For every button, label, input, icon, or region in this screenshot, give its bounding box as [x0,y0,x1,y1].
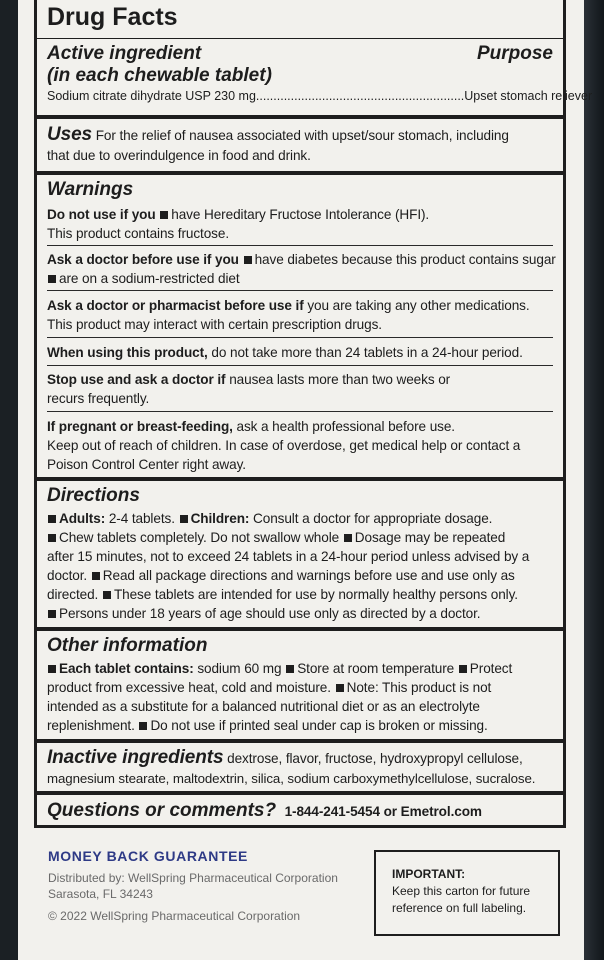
warning-ask-pharmacist [47,296,553,315]
warning-ask-doctor [47,250,556,269]
bullet-square-icon [48,610,56,618]
other-line-4 [47,716,553,735]
directions-line-5 [47,585,553,604]
other-line-3: intended as a substitute for a balanced nutritional diet or as an electrolyte [47,699,480,714]
bullet-square-icon [180,515,188,523]
bullet-square-icon [92,572,100,580]
chew-text: Chew tablets completely. Do not swallow whole [59,530,340,545]
warning-stop-use [47,370,553,389]
directed-text: directed. [47,587,99,602]
ingredient-purpose: Upset stomach reliever [464,89,593,103]
bullet-square-icon [48,275,56,283]
uses-line-1: For the relief of nausea associated with upset/sour stomach, including [95,128,509,143]
important-box [374,850,560,936]
seal-text: Do not use if printed seal under cap is broken or missing. [150,718,488,733]
bullet-square-icon [48,515,56,523]
ask-doctor-text: have diabetes because this product contains sugar [254,252,556,267]
children-text: Consult a doctor for appropriate dosage. [253,511,493,526]
ingredient-dots: ............................................................ [255,89,465,103]
adults-label: Adults: [59,511,106,526]
questions-header: Questions or comments? [47,800,277,821]
distributed-by: Distributed by: WellSpring Pharmaceutical Corporation [48,871,338,885]
questions-contact: 1-844-241-5454 or Emetrol.com [284,804,482,819]
important-title: IMPORTANT: [392,867,466,881]
active-ingredient-header: Active ingredient [47,43,202,64]
each-tablet-label: Each tablet contains: [59,661,194,676]
pregnant-label: If pregnant or breast-feeding, [47,419,233,434]
bullet-square-icon [48,665,56,673]
money-back-guarantee: MONEY BACK GUARANTEE [48,848,248,864]
bullet-square-icon [336,684,344,692]
drug-facts-panel [34,0,593,828]
bullet-square-icon [160,211,168,219]
warnings-header: Warnings [47,179,134,200]
bullet-square-icon [244,256,252,264]
bullet-square-icon [286,665,294,673]
pregnant-text: ask a health professional before use. [236,419,455,434]
drug-facts-title-section [37,0,563,32]
directions-line-1 [47,509,553,528]
healthy-persons-text: These tablets are intended for use by normally healthy persons only. [113,587,518,602]
ask-pharmacist-text: you are taking any other medications. [307,298,530,313]
stop-use-text: nausea lasts more than two weeks or [229,372,451,387]
store-text: Store at room temperature [297,661,455,676]
bullet-square-icon [459,665,467,673]
carton-edge [584,0,604,960]
ask-doctor-line-2 [47,269,553,288]
directions-header: Directions [47,485,140,506]
heat-text: product from excessive heat, cold and moisture. [47,680,331,695]
stop-use-line-2: recurs frequently. [47,391,150,406]
directions-line-4 [47,566,553,585]
ingredient-row [47,88,593,105]
other-line-2 [47,678,553,697]
other-information-section [37,627,563,739]
questions-section [37,791,563,825]
copyright: © 2022 WellSpring Pharmaceutical Corporation [48,909,301,923]
ingredient-name: Sodium citrate dihydrate USP 230 mg [47,89,256,103]
bullet-square-icon [344,534,352,542]
divider [47,290,553,291]
under-18-text: Persons under 18 years of age should use only as directed by a doctor. [59,606,481,621]
stop-use-label: Stop use and ask a doctor if [47,372,226,387]
do-not-use-line-2: This product contains fructose. [47,226,230,241]
do-not-use-text: have Hereditary Fructose Intolerance (HFI). [171,207,430,222]
warning-pregnant [47,417,553,436]
uses-section [37,115,563,165]
doctor-text: doctor. [47,568,88,583]
ask-doctor-line2-text: are on a sodium-restricted diet [59,271,240,286]
purpose-header: Purpose [476,43,553,64]
each-tablet-text: sodium 60 mg [197,661,282,676]
inactive-line-2: magnesium stearate, maltodextrin, silica, sodium carboxymethylcellulose, sucralose. [47,771,536,786]
adults-text: 2-4 tablets. [108,511,175,526]
replenishment-text: replenishment. [47,718,135,733]
drug-facts-title: Drug Facts [47,3,178,31]
inactive-line-1: dextrose, flavor, fructose, hydroxypropyl cellulose, [227,751,523,766]
divider [47,337,553,338]
bullet-square-icon [139,722,147,730]
important-line-2: reference on full labeling. [392,901,527,915]
read-directions-text: Read all package directions and warnings before use and use only as [102,568,515,583]
dosage-text: Dosage may be repeated [354,530,506,545]
ask-doctor-label: Ask a doctor before use if you [47,252,239,267]
divider [47,411,553,412]
warnings-section [37,171,563,477]
important-line-1: Keep this carton for future [392,884,531,898]
when-using-text: do not take more than 24 tablets in a 24-hour period. [211,345,523,360]
other-line-1 [47,659,553,678]
directions-line-3: after 15 minutes, not to exceed 24 tablets in a 24-hour period unless advised by a [47,549,530,564]
warning-do-not-use [47,205,553,224]
divider [47,365,553,366]
ask-pharmacist-line-2: This product may interact with certain prescription drugs. [47,317,382,332]
uses-header: Uses [47,124,93,145]
when-using-label: When using this product, [47,345,208,360]
keep-out-line-2: Poison Control Center right away. [47,457,246,472]
children-label: Children: [190,511,250,526]
do-not-use-label: Do not use if you [47,207,156,222]
other-information-header: Other information [47,635,208,656]
bullet-square-icon [48,534,56,542]
footer-distributor [48,848,338,924]
bullet-square-icon [103,591,111,599]
directions-line-2 [47,528,553,547]
distributor-address: Sarasota, FL 34243 [48,887,153,901]
uses-line-2: that due to overindulgence in food and drink. [47,148,311,163]
active-ingredient-subheader: (in each chewable tablet) [47,65,272,86]
active-ingredient-section [37,38,593,105]
divider [47,245,553,246]
inactive-ingredients-section [37,739,563,791]
directions-section [37,477,563,627]
note-text: Note: This product is not [346,680,492,695]
keep-out-line-1: Keep out of reach of children. In case of overdose, get medical help or contact a [47,438,521,453]
directions-line-6 [47,604,553,623]
warning-when-using [47,343,553,362]
ask-pharmacist-label: Ask a doctor or pharmacist before use if [47,298,304,313]
protect-text: Protect [469,661,513,676]
inactive-ingredients-header: Inactive ingredients [47,747,224,768]
